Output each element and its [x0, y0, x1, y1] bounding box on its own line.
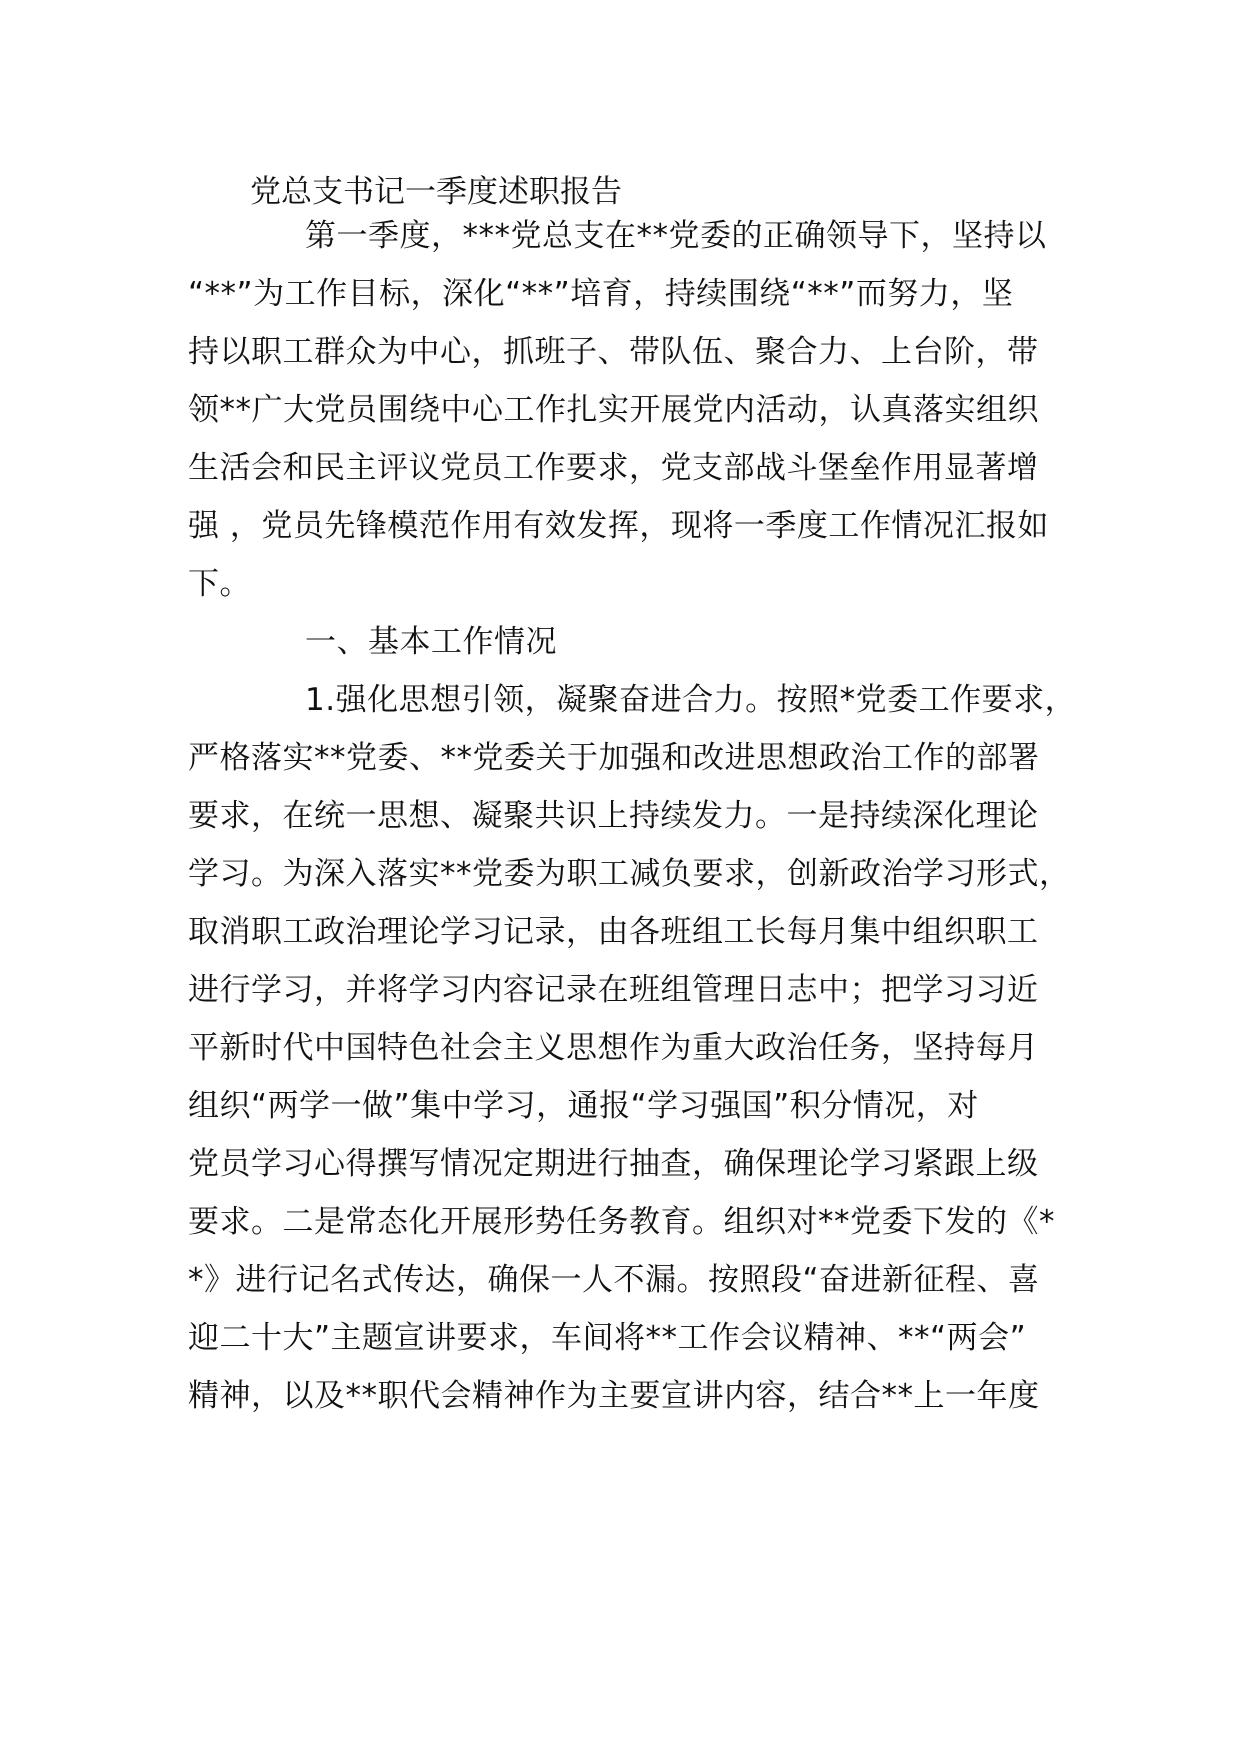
- intro-line-7: 下。: [188, 566, 251, 602]
- body-line-13: 精神，以及**职代会精神作为主要宣讲内容，结合**上一年度: [188, 1378, 1040, 1414]
- document-title: 党总支书记一季度述职报告: [250, 174, 622, 210]
- intro-line-6: 强 ，党员先锋模范作用有效发挥，现将一季度工作情况汇报如: [188, 508, 1049, 544]
- body-line-6: 进行学习，并将学习内容记录在班组管理日志中；把学习习近: [188, 972, 1039, 1008]
- body-line-5: 取消职工政治理论学习记录，由各班组工长每月集中组织职工: [188, 914, 1039, 950]
- intro-line-5: 生活会和民主评议党员工作要求，党支部战斗堡垒作用显著增: [188, 450, 1039, 486]
- body-line-10: 要求。二是常态化开展形势任务教育。组织对**党委下发的《*: [188, 1204, 1055, 1240]
- body-line-8: 组织“两学一做”集中学习，通报“学习强国”积分情况，对: [188, 1088, 979, 1124]
- body-line-12: 迎二十大”主题宣讲要求，车间将**工作会议精神、**“两会”: [188, 1320, 1027, 1356]
- body-line-3: 要求，在统一思想、凝聚共识上持续发力。一是持续深化理论: [188, 798, 1039, 834]
- body-line-1: 1.强化思想引领，凝聚奋进合力。按照*党委工作要求，: [305, 682, 1077, 718]
- body-line-9: 党员学习心得撰写情况定期进行抽查，确保理论学习紧跟上级: [188, 1146, 1039, 1182]
- section-heading: 一、基本工作情况: [305, 624, 557, 660]
- intro-line-1: 第一季度，***党总支在**党委的正确领导下，坚持以: [305, 218, 1047, 254]
- body-line-11: *》进行记名式传达，确保一人不漏。按照段“奋进新征程、喜: [188, 1262, 1040, 1298]
- body-line-7: 平新时代中国特色社会主义思想作为重大政治任务，坚持每月: [188, 1030, 1039, 1066]
- body-line-2: 严格落实**党委、**党委关于加强和改进思想政治工作的部署: [188, 740, 1040, 776]
- intro-line-2: “**”为工作目标，深化“**”培育，持续围绕“**”而努力，坚: [188, 276, 1014, 312]
- intro-line-4: 领**广大党员围绕中心工作扎实开展党内活动，认真落实组织: [188, 392, 1039, 428]
- body-line-4: 学习。为深入落实**党委为职工减负要求，创新政治学习形式，: [188, 856, 1071, 892]
- intro-line-3: 持以职工群众为中心，抓班子、带队伍、聚合力、上台阶，带: [188, 334, 1039, 370]
